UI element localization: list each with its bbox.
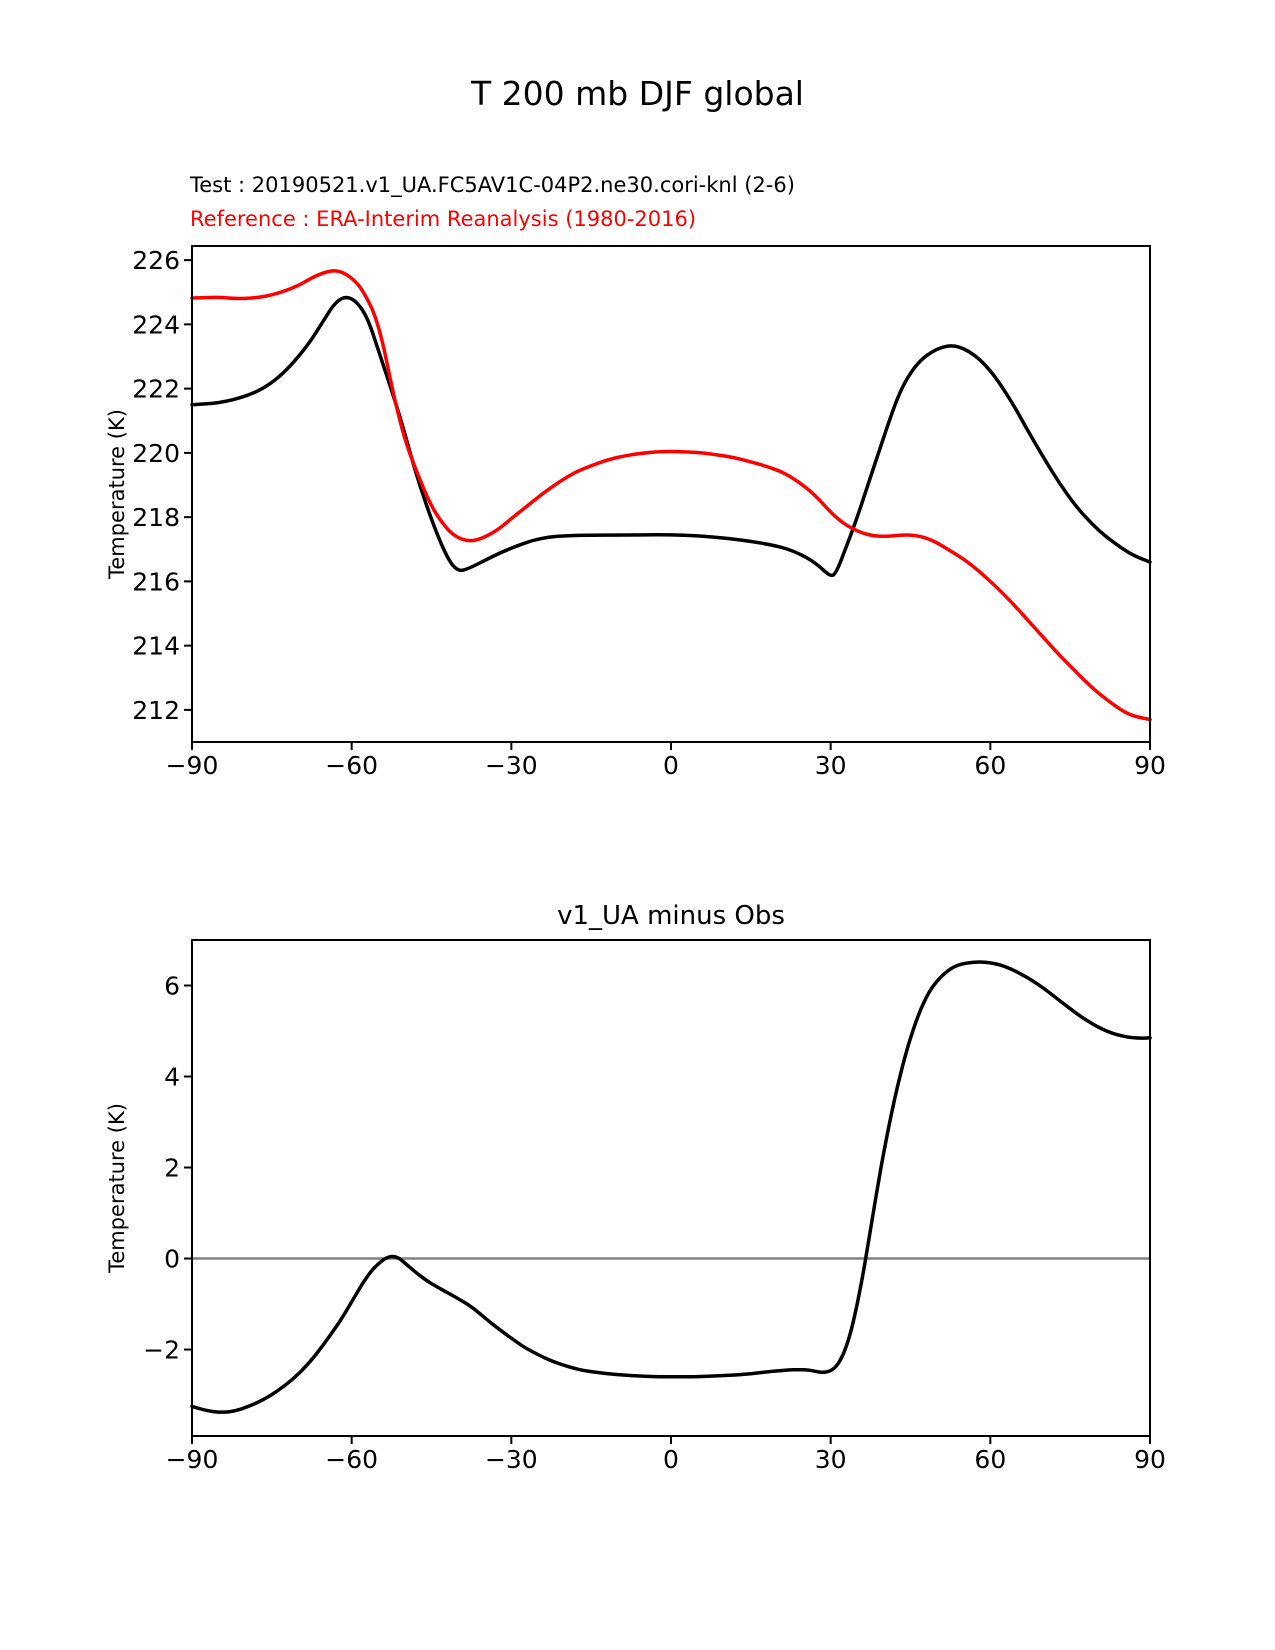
x-tick-label: −30 [484,751,538,780]
x-tick-label: −30 [484,1445,538,1474]
figure-title: T 200 mb DJF global [471,74,804,113]
top-plot-series-1 [192,271,1150,720]
x-tick-label: −60 [325,1445,379,1474]
x-tick-label: 90 [1134,1445,1166,1474]
y-tick-label: 222 [132,374,180,404]
x-tick-label: −90 [165,1445,219,1474]
y-tick-label: 226 [132,246,180,276]
bottom-plot [143,940,1166,1474]
x-tick-label: 30 [814,751,847,780]
bottom-plot-series-0 [192,962,1150,1412]
x-tick-label: 60 [974,751,1007,780]
x-tick-label: −90 [165,751,219,780]
top-plot [132,246,1166,780]
y-tick-label: 4 [164,1062,180,1092]
x-tick-label: −60 [325,751,379,780]
x-tick-label: 60 [974,1445,1007,1474]
top-plot-frame [192,246,1150,742]
top-plot-y-axis-label: Temperature (K) [105,409,129,579]
y-tick-label: 216 [132,567,180,597]
x-tick-label: 0 [663,1445,679,1474]
y-tick-label: 0 [164,1244,180,1274]
y-tick-label: 218 [132,503,180,533]
y-tick-label: 214 [132,631,180,661]
y-tick-label: −2 [143,1335,180,1365]
y-tick-label: 212 [132,695,180,725]
bottom-plot-frame [192,940,1150,1436]
bottom-plot-y-axis-label: Temperature (K) [105,1103,129,1273]
reference-series-label: Reference : ERA-Interim Reanalysis (1980-2016) [190,207,697,231]
x-tick-label: 0 [663,751,679,780]
y-tick-label: 220 [132,438,180,468]
top-plot-series-0 [192,298,1150,576]
bottom-plot-title: v1_UA minus Obs [557,901,785,931]
y-tick-label: 2 [164,1153,180,1183]
y-tick-label: 6 [164,971,180,1001]
x-tick-label: 90 [1134,751,1166,780]
y-tick-label: 224 [132,310,180,340]
x-tick-label: 30 [814,1445,847,1474]
test-series-label: Test : 20190521.v1_UA.FC5AV1C-04P2.ne30.cori-knl (2-6) [190,173,795,197]
